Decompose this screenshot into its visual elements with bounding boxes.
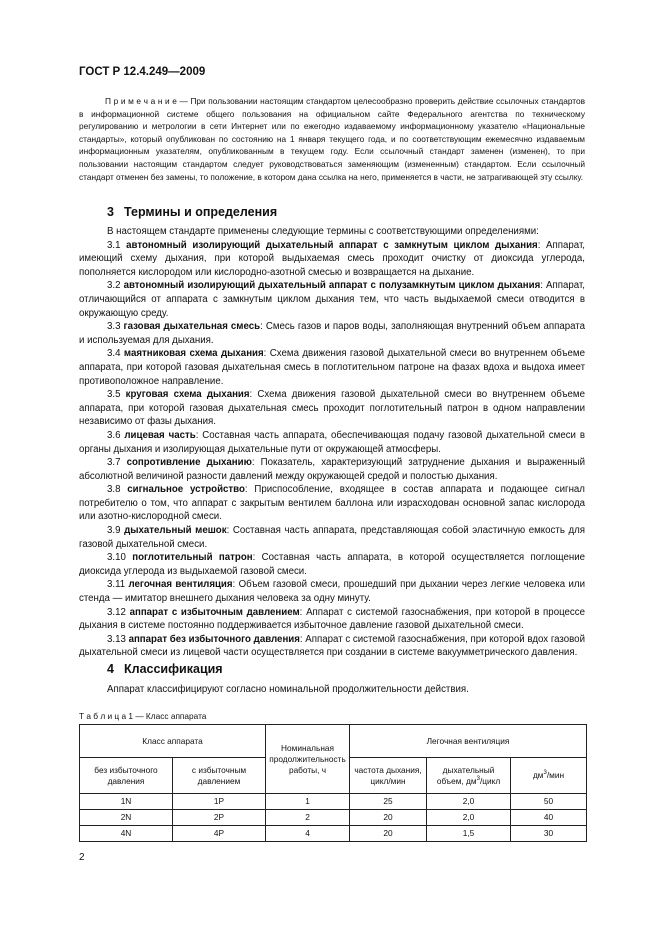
term-name: дыхательный мешок [124,525,227,537]
section-3-heading [107,205,277,219]
term-name: поглотительный патрон [132,552,253,564]
term-name: лицевая часть [124,429,196,441]
header-without-pressure: без избыточного давления [80,758,173,794]
table-row [80,794,587,810]
document-header: ГОСТ Р 12.4.249—2009 [79,66,206,78]
term-definition [79,524,585,551]
term-definition [79,388,585,429]
table-cell: 25 [350,794,427,810]
term-text: : Аппарат, имеющий схему дыхания, при которой выдыхаемая смесь проходит очистку от диоксида углерода, пополняется кислородом или кислородно-азотной смесью и возвращается на дыхание. [79,239,585,278]
header-ventilation: Легочная вентиляция [350,725,587,758]
term-text: : Составная часть аппарата, в которой осуществляется поглощение диоксида углерода из выдыхаемой газовой смеси. [79,552,585,577]
section-3-intro: В настоящем стандарте применены следующие термины с соответствующими определениями: [107,226,539,237]
term-text: : Аппарат с системой газоснабжения, при которой вдох газовой дыхательной смеси из лицевой части осуществляется при создании в системе вакуумметрического давления. [79,633,585,659]
term-definition [79,429,585,456]
term-number: 3.12 [107,606,126,618]
header-class: Класс аппарата [80,725,266,758]
term-name: легочная вентиляция [128,579,233,591]
header-breath-frequency: частота дыхания, цикл/мин [350,758,427,794]
term-name: сигнальное устройство [127,484,245,496]
term-name: автономный изолирующий дыхательный аппарат с замкнутым циклом дыхания [126,239,538,251]
term-definition [79,456,585,483]
table-cell: 4N [80,826,173,842]
header-minute-volume: $дм^3$/мин [511,758,587,794]
table-cell: 1,5 [427,826,511,842]
term-text: : Смесь газов и паров воды, заполняющая внутренний объем аппарата и используемая для дыхания. [79,321,585,346]
term-number: 3.11 [107,579,126,591]
term-number: 3.5 [107,389,121,401]
table-cell: 2,0 [427,794,511,810]
term-text: : Составная часть аппарата, представляющая собой эластичную емкость для газовой дыхательной смеси. [79,525,586,550]
table-cell: 20 [350,826,427,842]
table-cell: 1 [266,794,350,810]
term-number: 3.9 [107,525,121,537]
term-definition [79,633,585,660]
term-name: маятниковая схема дыхания [123,348,264,360]
section-3-body [79,225,585,660]
header-work-hours: Номинальная продолжительность работы, ч [266,725,350,794]
note-text: — При пользовании настоящим стандартом целесообразно проверить действие ссылочных стандартов в информационной системе общего пользования на официальном сайте Федерального агентства по техническому регулированию и метрологии в сети Интернет или по ежегодно издаваемому информационному указателю «Национальные стандарты», который опубликован по состоянию на 1 января текущего года, и по соответствующим ежемесячно издаваемым информационным указателям, опубликованным в текущем году. Если ссылочный стандарт заменен (изменен), то при пользовании настоящим стандартом следует руководствоваться заменяющим (измененным) стандартом. Если ссылочный стандарт отменен без замены, то положение, в котором дана ссылка на него, применяется в части, не затрагивающей эту ссылку. [79,96,585,182]
note-block [79,95,585,183]
table-cell: 4P [173,826,266,842]
table-cell: 4 [266,826,350,842]
term-number: 3.8 [107,484,121,496]
term-name: аппарат без избыточного давления [128,633,300,645]
term-number: 3.7 [107,457,121,469]
term-definition [79,551,585,578]
term-definition [79,578,585,605]
section-4-title: Классификация [124,662,223,676]
table-row [80,810,587,826]
term-number: 3.13 [107,633,126,645]
table-row [80,826,587,842]
section-4-heading [107,662,223,676]
term-text: : Схема движения газовой дыхательной смеси во внутреннем объеме аппарата, при которой газовая дыхательная смесь проходит поглотительный патрон в одном направлении независимо от фазы дыхания. [79,389,585,428]
term-text: : Объем газовой смеси, прошедший при дыхании через легкие человека или стенда — имитатор внешнего дыхания человека за одну минуту. [79,579,585,605]
term-number: 3.2 [107,280,121,292]
table-cell: 2 [266,810,350,826]
term-name: газовая дыхательная смесь [123,321,261,333]
section-4-intro: Аппарат классифицируют согласно номинальной продолжительности действия. [107,684,469,695]
term-definition [79,320,585,347]
term-name: аппарат с избыточным давлением [129,606,300,618]
term-name: круговая схема дыхания [125,389,250,401]
section-4-body [79,683,585,697]
term-definition [79,279,585,320]
table-cell: 1P [173,794,266,810]
term-name: автономный изолирующий дыхательный аппарат с полузамкнутым циклом дыхания [123,280,541,292]
section-4-number: 4 [107,662,114,676]
term-definition [79,483,585,524]
term-definition [79,239,585,280]
term-text: : Аппарат с системой газоснабжения, при которой в процессе дыхания в системе постоянно поддерживается избыточное давление газовой дыхательной смеси. [79,606,585,632]
table-cell: 2P [173,810,266,826]
table-cell: 20 [350,810,427,826]
term-name: сопротивление дыханию [126,457,252,469]
section-3-number: 3 [107,205,114,219]
term-number: 3.1 [107,239,121,251]
table-caption: Т а б л и ц а 1 — Класс аппарата [79,711,207,721]
table-cell: 30 [511,826,587,842]
terms-list [79,239,585,660]
term-number: 3.4 [107,348,121,360]
table-cell: 1N [80,794,173,810]
header-with-pressure: с избыточным давлением [173,758,266,794]
term-number: 3.10 [107,552,126,564]
header-tidal-volume: дыхательный объем, $дм^3$/цикл [427,758,511,794]
table-cell: 2,0 [427,810,511,826]
table-cell: 50 [511,794,587,810]
table-cell: 2N [80,810,173,826]
term-number: 3.3 [107,321,121,333]
page-number: 2 [79,852,85,863]
note-label: П р и м е ч а н и е [105,96,177,106]
term-text: : Показатель, характеризующий затруднение дыхания и выраженный абсолютной величиной разности давлений между окружающей средой и полостью дыхания. [79,457,585,482]
term-definition [79,347,585,388]
term-text: : Схема движения газовой дыхательной смеси во внутреннем объеме аппарата, при которой газовая дыхательная смесь в поглотительном патроне на фазах вдоха и выдоха имеет противоположное направление. [79,348,585,387]
section-3-title: Термины и определения [124,205,278,219]
term-definition [79,606,585,633]
class-table [79,724,587,842]
term-text: : Аппарат, отличающийся от аппарата с замкнутым циклом дыхания тем, что часть выдыхаемой смеси отводится в окружающую среду. [79,280,585,319]
term-text: : Приспособление, входящее в состав аппарата и подающее сигнал потребителю о том, что аппарат с закрытым вентилем баллона или израсходован основной запас кислорода или азотно-кислородной смеси. [79,484,585,523]
table-body [80,794,587,842]
term-text: : Составная часть аппарата, обеспечивающая подачу газовой дыхательной смеси в органы дыхания и изолирующая дыхательные пути от окружающей атмосферы. [79,429,585,455]
term-number: 3.6 [107,429,121,441]
table-cell: 40 [511,810,587,826]
